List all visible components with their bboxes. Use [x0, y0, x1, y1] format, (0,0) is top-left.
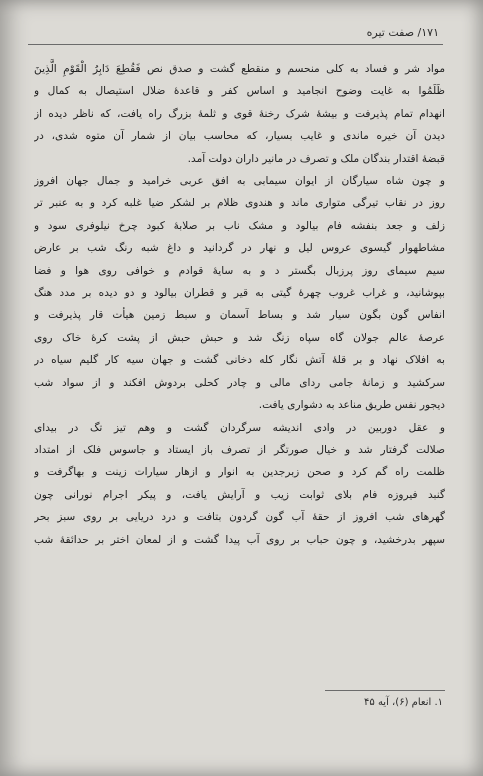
header-rule [28, 44, 443, 45]
text-line: روز در نقاب تیرگی متواری ماند و هندوی ظلام بر لشکر ضیا غلبه کرد و به عنبر تر [34, 197, 445, 210]
text-line: سرکشید و زمانهٔ جامی ردای مالی و چادر کحلی بردوش افکند و از سواد شب [34, 376, 445, 389]
running-header: ۱۷۱/ صفت تیره [366, 26, 439, 39]
text-line: دیجور نفس طریق مناعد به دشواری یافت. [258, 399, 445, 412]
footnote: ۱. انعام (۶)، آیه ۴۵ [364, 697, 443, 708]
text-line: به افلاک نهاد و بر قلهٔ آتش نگار کله دخانی گشت و جهان سیه کار گلیم سیاه در [34, 354, 445, 367]
text-line: و چون شاه سیارگان از ایوان سیمابی به افق عربی خرامید و جمال جهان افروز [34, 175, 445, 188]
text-line: بپوشانید، و غراب غروب چهرهٔ گیتی به قیر و قطران بیالود و دو دیده بر مدد هنگ [34, 287, 445, 300]
text-line: ظلمت راه گم کرد و صحن زبرجدین به انوار و ازهار سیارات زینت و بهاگرفت و [34, 466, 445, 479]
text-line: عرصهٔ عالم جولان گاه سپاه زنگ شد و حبش حبش از پشت کرهٔ خاک روی [34, 331, 445, 344]
text-line: زلف و جعد بنفشه فام بیالود و مشک ناب بر صلابهٔ کبود چرخ نیلوفری سود و [34, 219, 445, 232]
footnote-rule [325, 690, 445, 691]
body-text [34, 58, 445, 551]
text-line: گنبد فیروزه فام بلای ثوابت زیب و آرایش یافت، و پیکر اجرام نورانی چون [34, 488, 445, 501]
text-line: انهدام تمام پذیرفت و بیشهٔ شرک رخنهٔ قوی و ثلمهٔ بزرگ راه یافت، که ناظر دیده از [34, 107, 445, 120]
text-line: دیدن آن خیره ماندی و غایب بسیار، که محاسب بیان از شمار آن متوه شدی، در [34, 130, 445, 143]
text-line: گهرهای شب افروز از حقهٔ آب گون گردون بتافت و درد دریایی بر روی سبز بحر [34, 511, 445, 524]
text-line: سپهر بدرخشید، و چون حباب بر روی آب پیدا گشت و از لمعان اختر بر حدائقهٔ شب [34, 533, 445, 546]
text-line: انفاس گون بگون سیار شد و بساط آسمان و سبط زمین هیأت قار پذیرفت و [34, 309, 445, 322]
text-line: ظَلَمُوا به غایت وضوح انجامید و اساس کفر و قاعدهٔ ضلال استیصال به کمال و [34, 85, 445, 98]
text-line: سیم سیمای روز پرزبال بگستر د و به سایهٔ قوادم و خوافی روی هوا و فضا [34, 264, 445, 277]
text-line: مواد شر و فساد به کلی منحسم و منقطع گشت و صدق نص فَقُطِعَ دَابِرُ الْقَوْمِ الَّذِینَ [34, 63, 445, 75]
text-line: مشاطهوار گیسوی عروس لیل و نهار در گردانید و داغ شبه رنگ شب بر عارض [34, 242, 445, 255]
text-line: و عقل دوربین در وادی اندیشه سرگردان گشت و وهم تیز تگ در بیدای [34, 421, 445, 434]
text-line: قبضهٔ اقتدار بندگان ملک و تصرف در مانیر داران دولت آمد. [187, 152, 445, 165]
text-line: صلالت گرفتار شد و خیال صورتگر از تصرف باز ایستاد و جاسوس فلک از امتداد [34, 443, 445, 456]
